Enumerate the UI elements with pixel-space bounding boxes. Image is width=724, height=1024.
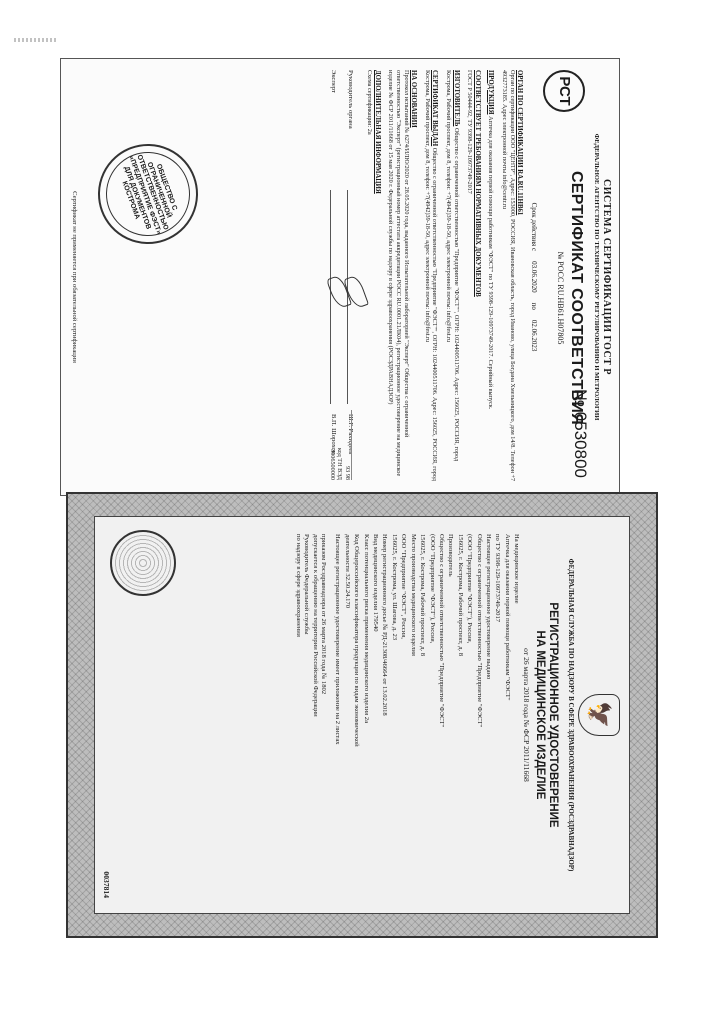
conform-text: ГОСТ Р 50444-92, ТУ 9398-129-10973749-2017: [466, 70, 474, 194]
reg-line: 156025, г. Кострома, Рабочий проспект, д. 8: [419, 534, 427, 657]
issuer-section: [423, 70, 438, 484]
basis-heading: НА ОСНОВАНИИ: [410, 70, 418, 128]
company-stamp: ОБЩЕСТВО С ОГРАНИЧЕННОЙ ОТВЕТСТВЕННОСТЬЮ «ПРЕДПРИЯТИЕ ФЭСТ» ДЛЯ ДОКУМЕНТОВ КОСТРОМА: [84, 130, 212, 258]
head-label: Руководитель органа: [347, 70, 355, 129]
reg-line: Настоящее регистрационное удостоверение имеет приложение на 2 листах: [334, 534, 342, 745]
product-heading: ПРОДУКЦИЯ: [487, 70, 495, 115]
code-tnved: 3006500000: [328, 449, 336, 480]
registration-title-line1: РЕГИСТРАЦИОННОЕ УДОСТОВЕРЕНИЕ: [546, 602, 559, 828]
registration-certificate: [66, 492, 658, 938]
valid-to-label: по: [529, 302, 538, 310]
certificate-title: СЕРТИФИКАТ СООТВЕТСТВИЯ: [567, 170, 585, 426]
reg-line: На медицинское изделие: [513, 534, 521, 604]
scan-artifact: [14, 38, 58, 42]
reg-head-label: Руководитель Федеральной службы: [303, 534, 311, 635]
reg-line: Настоящее регистрационное удостоверение выдано: [484, 534, 492, 680]
body-heading: ОРГАН ПО СЕРТИФИКАЦИИ RA.RU.11HB61: [516, 70, 524, 216]
certificate-number: № РОСС RU.HB61.Н07805: [555, 251, 565, 345]
registration-footer: [293, 534, 327, 896]
registration-date: от 26 марта 2018 года № ФСР 2011/11668: [521, 648, 531, 782]
basis-text: Протокол испытаний № 6274/ИЛЮ/2020 от 28.05.2020 года, выданного Испытательной лабораторией "Эксперт" Общества с ограниченной ответственностью "Эксперт" (регистрационный номер аттестата аккредитации РОСС RU.0001.21ЛК04), регистрационное удостоверение на медицинское изделие № ФСР 2011/11668 от 15 мая 2020 г. Федеральной службы по надзору в сфере здравоохранения (РОСЗДРАВНАДЗОР): [387, 70, 410, 477]
reg-line: Общество с ограниченной ответственностью "Предприятие "ФЭСТ": [437, 534, 445, 728]
conformity-certificate: [60, 58, 620, 496]
body-text: Орган по сертификации ООО "ЦЕНТР", Адрес: 153000, РОССИЯ, Ивановская область, город Иваново, улица Богдана Хмельницкого, дом 14/8. Телефон +7 4932773185. Адрес электронной почты info@centr.ru: [501, 70, 516, 482]
certificate-agency: ФЕДЕРАЛЬНОЕ АГЕНТСТВО ПО ТЕХНИЧЕСКОМУ РЕГУЛИРОВАНИЮ И МЕТРОЛОГИИ: [593, 133, 601, 421]
certificate-validity: [529, 70, 537, 484]
reg-line: деятельности 32.50.24.170: [343, 534, 351, 609]
certificate-content: [62, 60, 618, 494]
reg-line: (ООО "Предприятие "ФЭСТ"), Россия,: [428, 534, 436, 644]
certification-system: СИСТЕМА СЕРТИФИКАЦИИ ГОСТ Р: [601, 179, 612, 375]
basis-section: [387, 70, 417, 484]
signature-expert: [330, 190, 341, 404]
registration-title: [533, 534, 559, 896]
reg-line: Производитель: [447, 534, 455, 577]
expert-name: В.П. Шорохов: [330, 414, 338, 454]
certificate-blank-number: № 0530800: [571, 388, 590, 478]
reg-line: Номер регистрационного досье № РД-21308/46664 от 13.02.2018: [381, 534, 389, 716]
order-text: приказом Росздравнадзора от 26 марта 2018 года № 1802: [320, 534, 328, 695]
registration-agency: ФЕДЕРАЛЬНАЯ СЛУЖБА ПО НАДЗОРУ В СФЕРЕ ЗДРАВООХРАНЕНИЯ (РОСЗДРАВНАДЗОР): [567, 558, 575, 872]
maker-section: [444, 70, 459, 484]
issuer-heading: СЕРТИФИКАТ ВЫДАН: [431, 70, 439, 147]
reg-line: ООО "Предприятие "ФЭСТ", Россия,: [400, 534, 408, 639]
issuer-text: Общество с ограниченной ответственностью "Предприятие "ФЭСТ"", ОГРН: 1024400511706. Адрес: 156025, РОССИЯ, город Кострома, Рабочий проспект, дом 8, телефон: +7(4942)39-18-50, адрес электронной почты: info@fest.ru: [423, 70, 439, 481]
official-seal: [110, 530, 176, 596]
conform-heading: СООТВЕТСТВУЕТ ТРЕБОВАНИЯМ НОРМАТИВНЫХ ДОКУМЕНТОВ: [473, 70, 481, 297]
code-label: код ТН ВЭД: [336, 447, 344, 480]
reg-line: 156025, г. Кострома, ул. Шагова, д. 23: [390, 534, 398, 641]
reg-line: Общество с ограниченной ответственностью "Предприятие "ФЭСТ": [475, 534, 483, 728]
reg-line: Место производства медицинского изделия: [409, 534, 417, 656]
registration-blank-number: 0037814: [102, 871, 112, 898]
valid-to: 02.06.2023: [529, 319, 538, 352]
reg-line: Код Общероссийского классификатора продукции по видам экономической: [353, 534, 361, 747]
code-okp: 93 98: [344, 466, 351, 480]
conformity-section: [466, 70, 481, 484]
expert-label: Эксперт: [330, 70, 338, 93]
reg-line: Класс потенциального риска применения медицинского изделия 2а: [362, 534, 370, 723]
registration-content: [94, 516, 630, 914]
head-name: Ш.Г. Рахидеев: [347, 414, 355, 455]
extra-text: Схема сертификации: 2а: [366, 70, 374, 135]
rst-logo-icon: РСТ: [543, 70, 585, 112]
validity-label: Срок действия с: [529, 202, 538, 252]
certificate-footer: Сертификат не применяется при обязательной сертификации: [70, 191, 78, 363]
extra-heading: ДОПОЛНИТЕЛЬНАЯ ИНФОРМАЦИЯ: [373, 70, 381, 194]
reg-line: Вид медицинского изделия 179540: [372, 534, 380, 632]
reg-line: (ООО "Предприятие "ФЭСТ"), Россия,: [466, 534, 474, 644]
registration-title-line2: НА МЕДИЦИНСКОЕ ИЗДЕЛИЕ: [533, 630, 546, 800]
coat-of-arms-icon: 🦅: [578, 694, 620, 736]
reg-line: Аптечка для оказания первой помощи работникам "ФЭСТ": [503, 534, 511, 701]
registration-body: [333, 534, 520, 896]
reg-line: 156025, г. Кострома, Рабочий проспект, д. 8: [456, 534, 464, 657]
product-codes: [328, 410, 352, 480]
product-text: Аптечка для оказания первой помощи работникам "ФЭСТ" по ТУ 9398-129-10973749-2017. Серийный выпуск.: [487, 116, 495, 410]
order-text-2: допускается к обращению на территории Российской Федерации: [311, 534, 319, 717]
maker-text: Общество с ограниченной ответственностью "Предприятие "ФЭСТ"", ОГРН: 1024400511706. Адрес: 156025, РОССИЯ, город Кострома, Рабочий проспект, дом 8, телефон: +7(4942)39-18-50, адрес электронной почты: info@fest.ru: [445, 70, 460, 462]
valid-from: 03.06.2020: [529, 261, 538, 293]
cert-body-section: [500, 70, 523, 484]
product-section: [487, 70, 495, 484]
extra-section: [366, 70, 381, 484]
reg-line: по ТУ 9398-129-10973749-2017: [494, 534, 502, 623]
maker-heading: ИЗГОТОВИТЕЛЬ: [452, 70, 460, 127]
reg-head-label-2: по надзору в сфере здравоохранения: [294, 534, 302, 637]
